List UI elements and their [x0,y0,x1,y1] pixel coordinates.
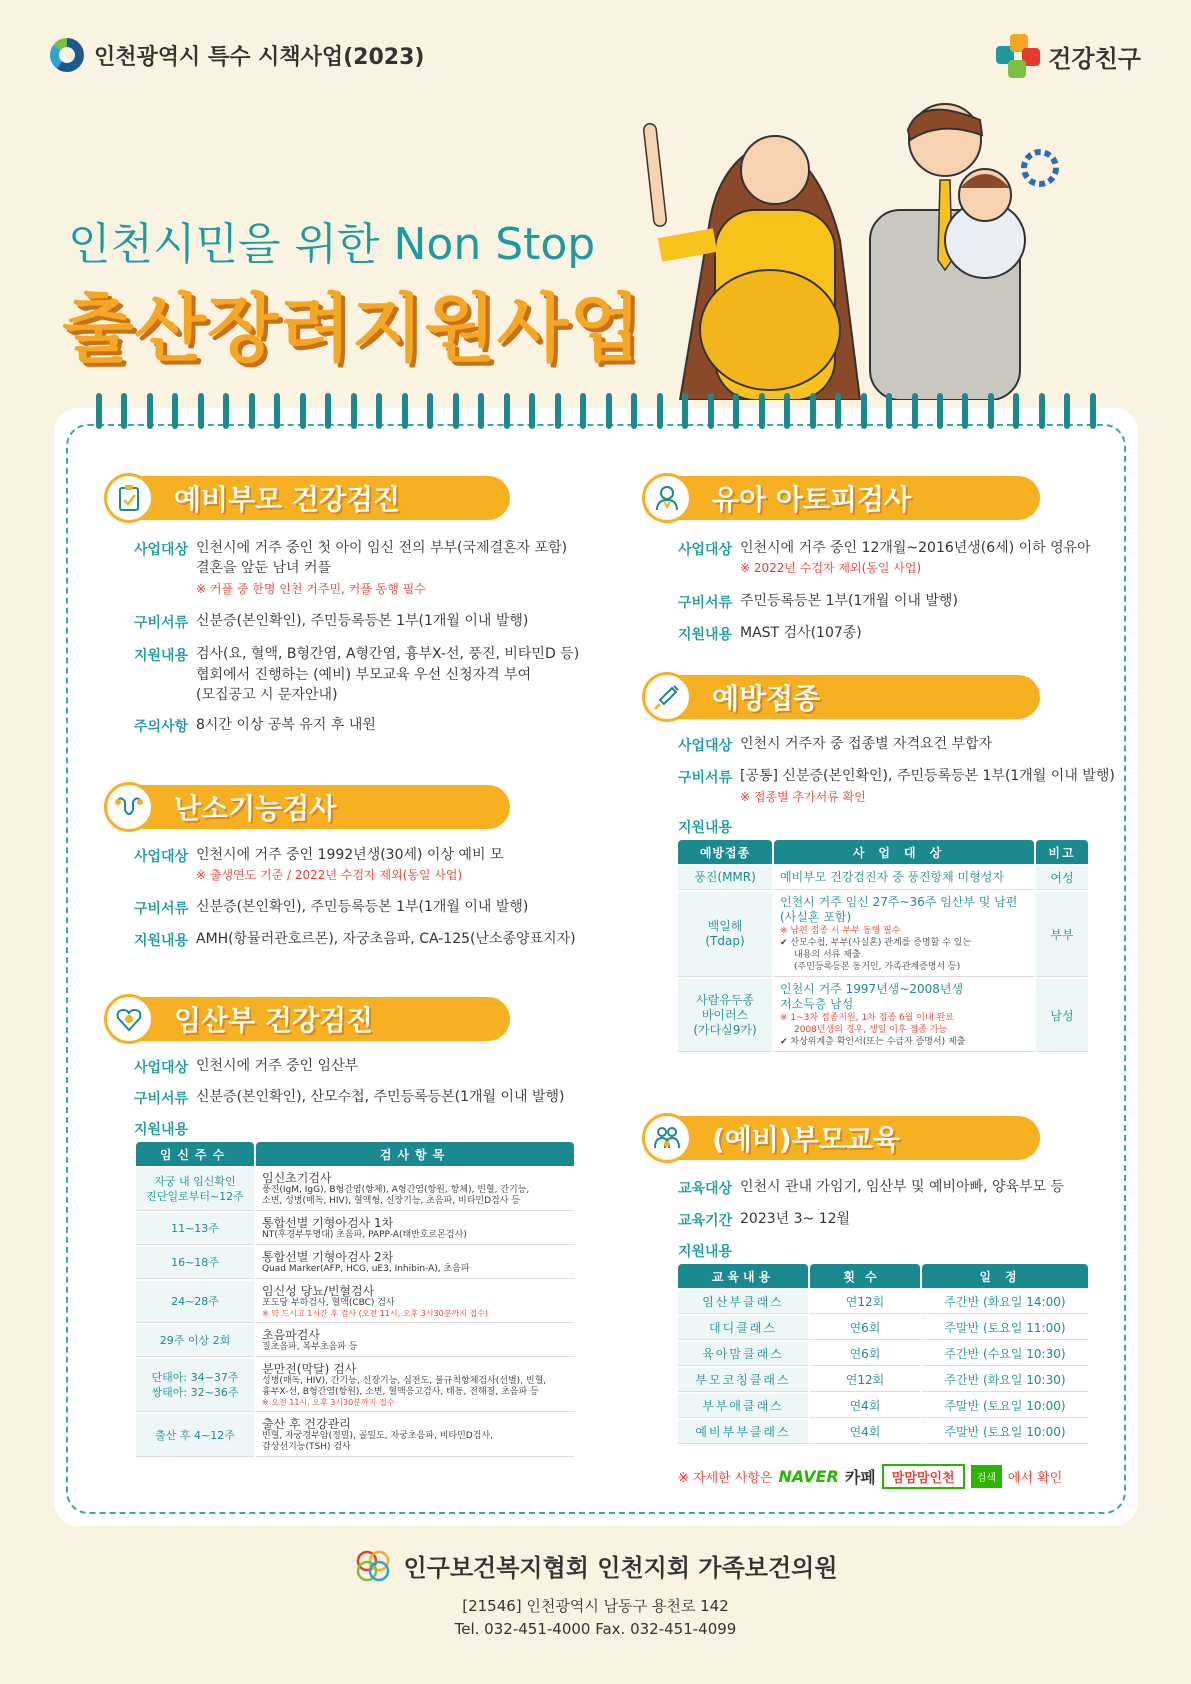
col-target: 사업대상 [774,840,1034,864]
s1-content-2: 협회에서 진행하는 (예비) 부모교육 우선 신청자격 부여 [196,667,532,683]
item-note: ※ 오전 11시, 오후 3시30분까지 접수 [262,1398,395,1407]
item-detail: 풍진(IgM, IgG), B형간염(항체), A형간염(항원, 항체), 빈혈, 간기능, 소변, 성병(매독, HIV), 혈액형, 신장기능, 초음파, 비타민D검사 등 [262,1185,530,1206]
count-cell: 연6회 [810,1316,920,1340]
section-title: 난소기능검사 [174,792,337,825]
education-table [676,1262,1090,1446]
section-title: 예방접종 [712,682,821,715]
spiral-binding [96,393,1096,433]
col-remark: 비고 [1036,840,1088,864]
course-cell: 부부애클래스 [678,1394,808,1418]
section-title: 유아 아토피검사 [712,483,912,516]
cafe-label: 카페 [844,1468,876,1487]
items-cell [256,1247,574,1279]
search-button[interactable]: 검색 [971,1465,1002,1488]
s2-target: 인천시에 거주 중인 1992년생(30세) 이상 예비 모 [196,847,504,863]
s6-target-label: 교육대상 [678,1181,733,1197]
s6-period-label: 교육기간 [678,1213,733,1229]
item-detail: 질초음파, 복부초음파 등 [262,1342,358,1352]
heart-baby-icon [104,994,154,1044]
table-row [678,1342,1088,1366]
target-line: 인천시 거주 임신 27주~36주 임산부 및 남편 [780,895,1018,909]
s4-content: MAST 검사(107종) [740,625,862,641]
s5-content-label: 지원내용 [678,820,733,836]
section-title: (예비)부모교육 [712,1123,900,1156]
table-row [678,1394,1088,1418]
table-row [678,892,1088,977]
footer-address: [21546] 인천광역시 남동구 용천로 142 [462,1597,729,1615]
item-title: 통합선별 기형아검사 2차 [262,1250,394,1264]
s3-content-label: 지원내용 [134,1122,189,1138]
s1-target-label: 사업대상 [134,542,189,558]
course-cell: 대디클래스 [678,1316,808,1340]
vaccine-cell: 풍진(MMR) [678,866,772,890]
table-row [136,1213,574,1245]
s1-content-1: 검사(요, 혈액, B형간염, A형간염, 흉부X-선, 풍진, 비타민D 등) [196,646,580,662]
s5-target-label: 사업대상 [678,738,733,754]
schedule-cell: 주간반 (화요일 14:00) [922,1290,1088,1314]
week-cell: 자궁 내 임신확인 진단일로부터~12주 [136,1168,254,1211]
col-items: 검사항목 [256,1142,574,1166]
target-line: 저소득층 남성 [780,997,854,1011]
items-cell [256,1414,574,1457]
s3-docs: 신분증(본인확인), 산모수첩, 주민등록등본(1개월 이내 발행) [196,1089,565,1105]
s1-caution-label: 주의사항 [134,719,189,735]
s6-target: 인천시 관내 가임기, 임산부 및 예비아빠, 양육부모 등 [740,1179,1065,1195]
item-title: 임신초기검사 [262,1171,332,1185]
target-note: ※ 1~3차 접종지원, 1차 접종 6월 이내 완료 [780,1013,954,1023]
s3-target: 인천시에 거주 중인 임산부 [196,1058,359,1074]
item-detail: 빈혈, 자궁경부암(정밀), 골밀도, 자궁초음파, 비타민D검사, 갑상선기능(TSH) 검사 [262,1431,493,1452]
item-note: ※ 약 드시고 1시간 후 검사 (오전 11시, 오후 3시30분까지 접수) [262,1309,489,1318]
s6-period: 2023년 3~ 12월 [740,1211,851,1227]
s2-docs: 신분증(본인확인), 주민등록등본 1부(1개월 이내 발행) [196,899,529,915]
col-schedule: 일정 [922,1264,1088,1288]
section-atopy-test [642,474,911,522]
s1-target-note: ※ 커플 중 한명 인천 거주민, 커플 동행 필수 [196,582,426,596]
naver-logo: NAVER [778,1467,839,1486]
health-friend-logo-icon [996,34,1040,78]
schedule-cell: 주말반 (토요일 10:00) [922,1394,1088,1418]
remark-cell: 여성 [1036,866,1088,890]
vaccine-cell: 백일해 (Tdap) [678,892,772,977]
col-count: 횟수 [810,1264,920,1288]
vaccination-table [676,838,1090,1054]
s5-docs-label: 구비서류 [678,770,733,786]
item-title: 임신성 당뇨/빈혈검사 [262,1284,375,1298]
col-course: 교육내용 [678,1264,808,1288]
header-right [996,34,1141,78]
section-vaccination [642,673,820,721]
table-row [136,1247,574,1279]
target-cell [774,979,1034,1052]
course-cell: 예비부부클래스 [678,1420,808,1444]
table-row [136,1325,574,1357]
syringe-icon [642,672,692,722]
target-cell [774,866,1034,890]
uterus-icon [104,782,154,832]
s6-content-label: 지원내용 [678,1244,733,1260]
items-cell [256,1213,574,1245]
item-detail: 성병(매독, HIV), 간기능, 신장기능, 심전도, 불규칙항체검사(선별), 빈혈, 흉부X-선, B형간염(항원), 소변, 혈액응고검사, 태동, 전해질, 초음파 등 [262,1376,547,1397]
course-cell: 부모코칭클래스 [678,1368,808,1392]
section-title: 임산부 건강검진 [174,1004,374,1037]
target-note: ✔ 차상위계층 확인서(또는 수급자 증명서) 제출 [780,1037,966,1047]
table-row [678,1290,1088,1314]
header-left-text: 인천광역시 특수 시책사업(2023) [94,44,425,70]
footer-tel: Tel. 032-451-4000 Fax. 032-451-4099 [454,1620,737,1638]
items-cell [256,1325,574,1357]
section-parent-education [642,1114,900,1162]
table-row [678,866,1088,890]
s4-target-label: 사업대상 [678,542,733,558]
pregnancy-checkup-table [134,1140,576,1459]
week-cell: 16~18주 [136,1247,254,1279]
ppfk-logo-icon [353,1549,393,1583]
s4-docs-label: 구비서류 [678,595,733,611]
week-cell: 29주 이상 2회 [136,1325,254,1357]
search-term-box[interactable]: 맘맘맘인천 [882,1464,965,1489]
s1-target-2: 결혼을 앞둔 남녀 커플 [196,560,332,576]
incheon-logo-icon [50,38,84,72]
target-line: 예비부모 건강검진자 중 풍진항체 미형성자 [780,870,1004,884]
item-title: 통합선별 기형아검사 1차 [262,1216,394,1230]
col-vaccine: 예방접종 [678,840,772,864]
remark-cell: 남성 [1036,979,1088,1052]
parents-icon [642,1113,692,1163]
item-title: 초음파검사 [262,1328,320,1342]
s3-docs-label: 구비서류 [134,1091,189,1107]
s5-docs-note: ※ 접종별 추가서류 확인 [740,790,866,804]
naver-cafe-notice [678,1464,1062,1489]
count-cell: 연12회 [810,1290,920,1314]
target-line: (사실혼 포함) [780,910,852,924]
clipboard-check-icon [104,473,154,523]
week-cell: 11~13주 [136,1213,254,1245]
footer-org: 인구보건복지협회 인천지회 가족보건의원 [403,1554,838,1582]
course-cell: 육아맘클래스 [678,1342,808,1366]
notice-post: 에서 확인 [1007,1471,1063,1486]
table-row [678,1420,1088,1444]
vaccine-cell: 사람유두종 바이러스 (가다실9가) [678,979,772,1052]
schedule-cell: 주말반 (토요일 10:00) [922,1420,1088,1444]
items-cell [256,1168,574,1211]
week-cell: 출산 후 4~12주 [136,1414,254,1457]
family-illustration [640,100,1100,400]
table-row [678,1368,1088,1392]
table-row [136,1414,574,1457]
target-note: 2008년생의 경우, 생일 이후 접종 가능 [794,1025,948,1035]
s2-content-label: 지원내용 [134,933,189,949]
doctor-icon [642,473,692,523]
notice-pre: ※ 자세한 사항은 [678,1471,773,1486]
course-cell: 임산부클래스 [678,1290,808,1314]
s1-docs: 신분증(본인확인), 주민등록등본 1부(1개월 이내 발행) [196,613,529,629]
target-cell [774,892,1034,977]
week-cell: 24~28주 [136,1281,254,1323]
remark-cell: 부부 [1036,892,1088,977]
week-cell: 단태아: 34~37주 쌍태아: 32~36주 [136,1359,254,1412]
schedule-cell: 주말반 (토요일 11:00) [922,1316,1088,1340]
s2-target-note: ※ 출생연도 기준 / 2022년 수검자 제외(동일 사업) [196,868,463,882]
section-ovarian-test [104,783,336,831]
s4-content-label: 지원내용 [678,627,733,643]
s1-caution: 8시간 이상 공복 유지 후 내원 [196,717,376,733]
count-cell: 연12회 [810,1368,920,1392]
item-detail: NT(후경부투명대) 초음파, PAPP-A(태반호르몬검사) [262,1230,467,1240]
s1-docs-label: 구비서류 [134,615,189,631]
s2-target-label: 사업대상 [134,849,189,865]
items-cell [256,1359,574,1412]
s1-content-3: (모집공고 시 문자안내) [196,687,338,703]
section-prepregnancy-checkup [104,474,400,522]
section-title: 예비부모 건강검진 [174,483,401,516]
schedule-cell: 주간반 (화요일 10:30) [922,1368,1088,1392]
target-line: 인천시 거주 1997년생~2008년생 [780,982,964,996]
target-note: ※ 남편 접종 시 부부 동행 필수 [780,926,901,936]
s2-docs-label: 구비서류 [134,901,189,917]
target-note: (주민등록등본 동거인, 가족관계증명서 등) [794,962,961,972]
count-cell: 연4회 [810,1420,920,1444]
s5-target: 인천시 거주자 중 접종별 자격요건 부합자 [740,736,993,752]
count-cell: 연4회 [810,1394,920,1418]
s2-content: AMH(항뮬러관호르몬), 자궁초음파, CA-125(난소종양표지자) [196,931,576,947]
s4-docs: 주민등록등본 1부(1개월 이내 발행) [740,593,958,609]
items-cell [256,1281,574,1323]
hero-title: 출산장려지원사업 [62,286,642,372]
s3-target-label: 사업대상 [134,1060,189,1076]
item-title: 출산 후 건강관리 [262,1417,351,1431]
table-row [136,1359,574,1412]
table-row [136,1281,574,1323]
s4-target: 인천시에 거주 중인 12개월~2016년생(6세) 이하 영유아 [740,540,1091,556]
table-row [136,1168,574,1211]
s1-target-1: 인천시에 거주 중인 첫 아이 임신 전의 부부(국제결혼자 포함) [196,540,568,556]
section-pregnancy-checkup [104,995,373,1043]
item-detail: Quad Marker(AFP, HCG, uE3, Inhibin-A), 초음파 [262,1264,470,1274]
target-note: 내용의 서류 제출 [794,950,861,960]
s5-docs: [공통] 신분증(본인확인), 주민등록등본 1부(1개월 이내 발행) [740,768,1115,784]
health-friend-text: 건강친구 [1048,44,1141,73]
header-left [50,38,424,72]
item-detail: 포도당 부하검사, 혈액(CBC) 검사 [262,1298,395,1308]
target-note: ✔ 산모수첩, 부부(사실혼) 관계를 증명할 수 있는 [780,938,972,948]
count-cell: 연6회 [810,1342,920,1366]
schedule-cell: 주간반 (수요일 10:30) [922,1342,1088,1366]
col-week: 임신주수 [136,1142,254,1166]
table-row [678,979,1088,1052]
s1-content-label: 지원내용 [134,648,189,664]
footer [0,1548,1191,1638]
hero-subtitle: 인천시민을 위한 Non Stop [68,219,596,270]
table-row [678,1316,1088,1340]
item-title: 분만전(막달) 검사 [262,1362,357,1376]
s4-target-note: ※ 2022년 수검자 제외(동일 사업) [740,561,922,575]
